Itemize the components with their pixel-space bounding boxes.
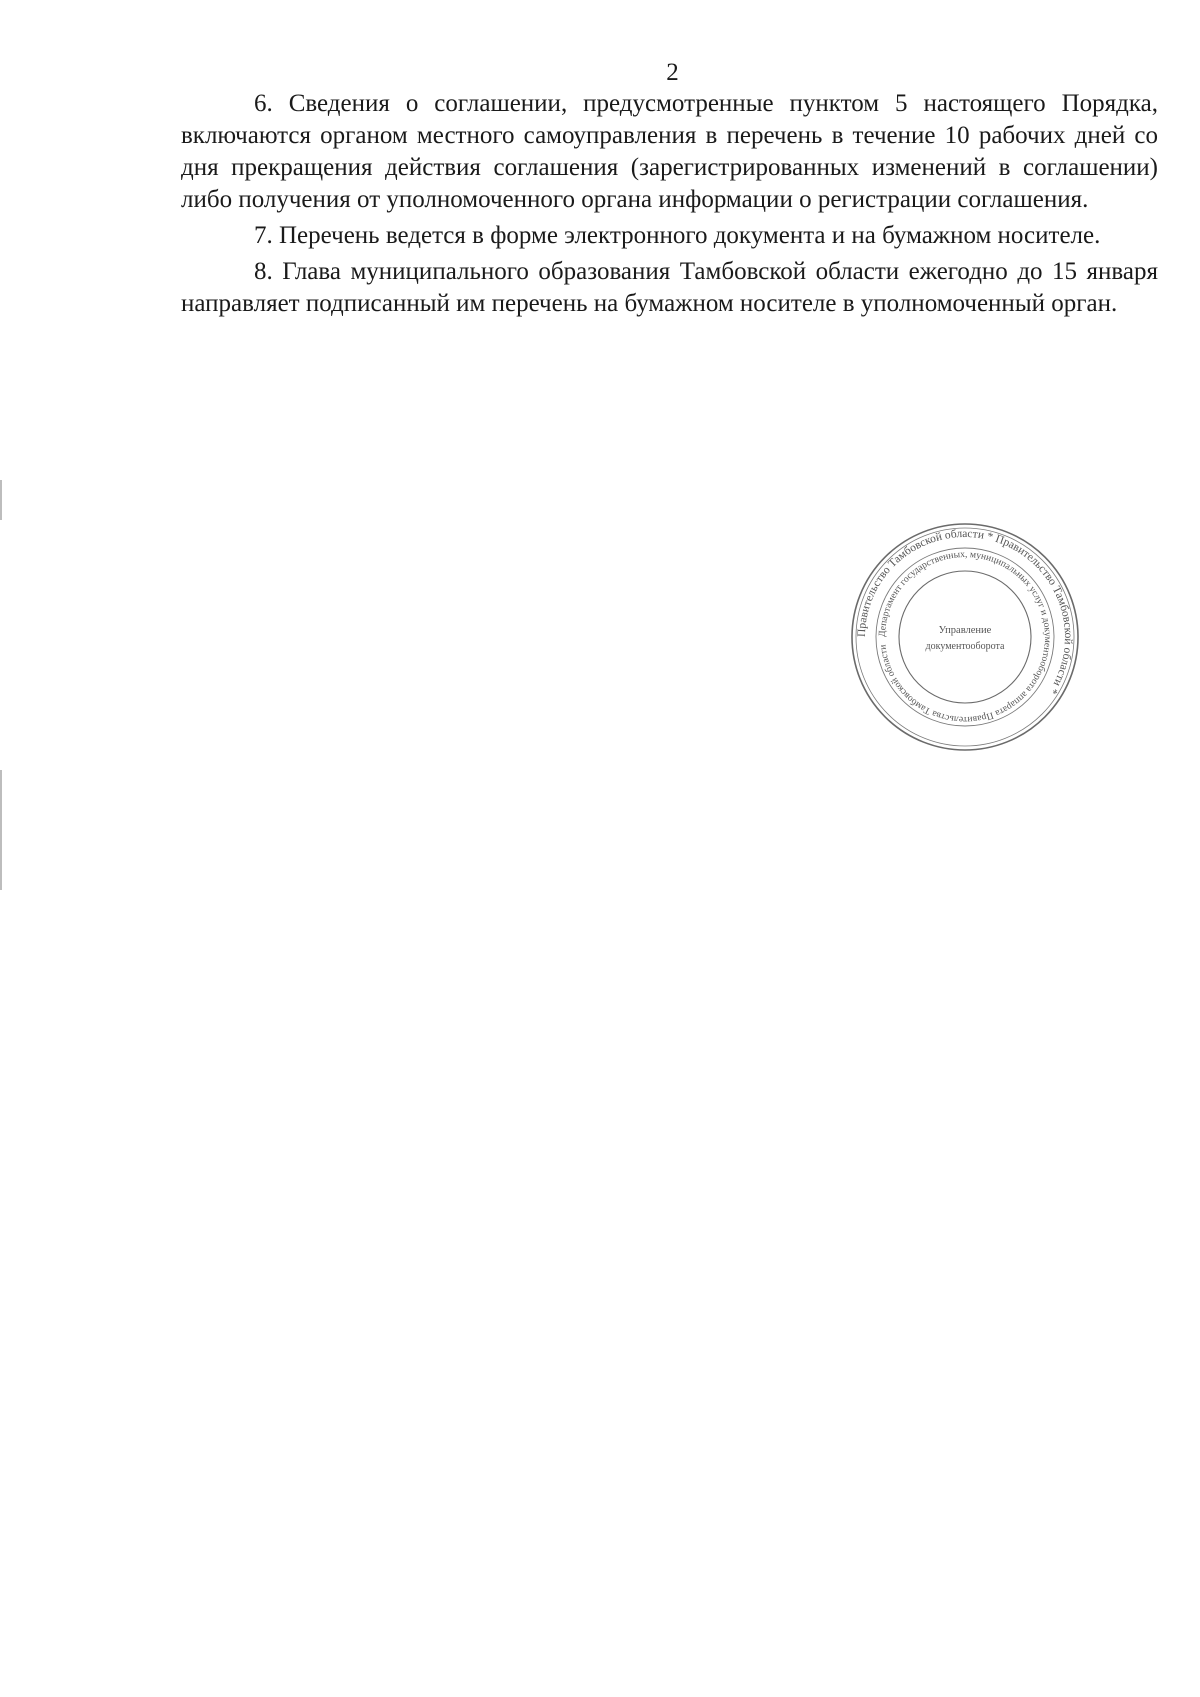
stamp-center-line-1: Управление bbox=[938, 625, 992, 636]
scan-edge-mark bbox=[0, 770, 2, 890]
stamp-middle-text: Департамент государственных, муниципальных услуг и документооборота аппарата Правительства Тамбовской области bbox=[876, 548, 1054, 726]
stamp-center-line-2: документооборота bbox=[925, 641, 1005, 652]
stamp-outer-text: Правительство Тамбовской области * Правительство Тамбовской области * bbox=[855, 527, 1075, 697]
paragraph-6: 6. Сведения о соглашении, предусмотренные пунктом 5 настоящего Порядка, включаются органом местного самоуправления в перечень в течение 10 рабочих дней со дня прекращения действия соглашения (зарегистрированных изменений в соглашении) либо получения от уполномоченного органа информации о регистрации соглашения. bbox=[181, 90, 1158, 213]
stamp-seal-icon bbox=[849, 521, 1081, 753]
paragraph-8: 8. Глава муниципального образования Тамбовской области ежегодно до 15 января направляет подписанный им перечень на бумажном носителе в уполномоченный орган. bbox=[181, 258, 1158, 317]
scan-edge-mark bbox=[0, 480, 2, 520]
page-number: 2 bbox=[666, 59, 679, 86]
document-body bbox=[181, 88, 1158, 324]
official-stamp bbox=[849, 521, 1081, 753]
paragraph-7: 7. Перечень ведется в форме электронного документа и на бумажном носителе. bbox=[254, 222, 1101, 249]
